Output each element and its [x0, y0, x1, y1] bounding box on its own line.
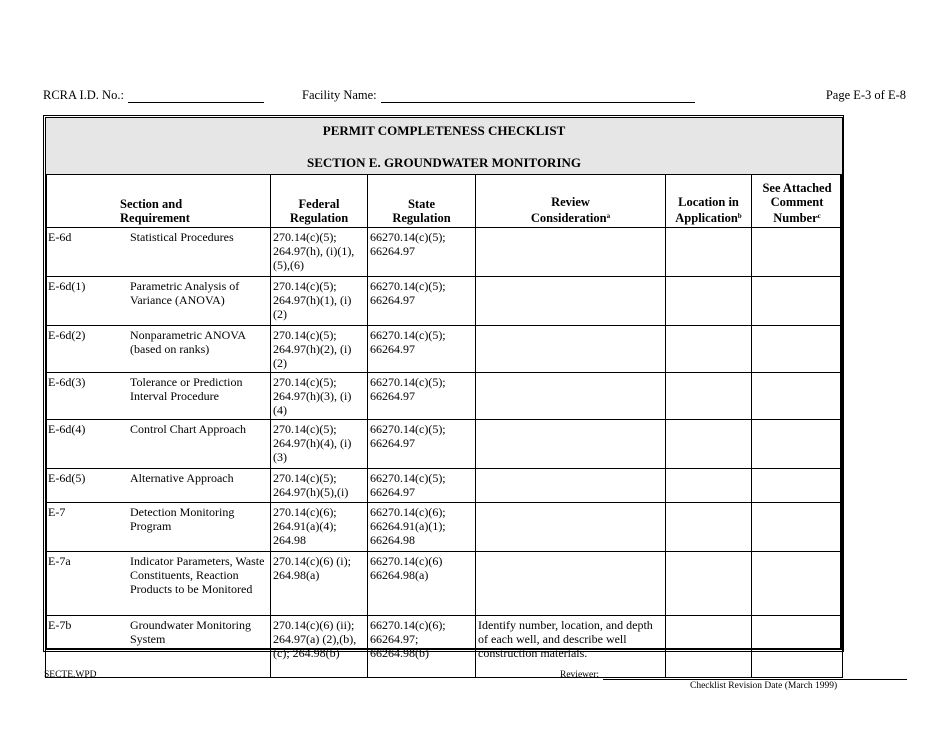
- state-regulation: 66270.14(c)(6) 66264.98(a): [368, 552, 476, 616]
- facility-name-label: Facility Name:: [302, 88, 377, 102]
- table-title-cell: [46, 118, 843, 175]
- section-title: SECTION E. GROUNDWATER MONITORING: [307, 155, 582, 170]
- col-comment-line2: Comment: [770, 195, 824, 209]
- section-code: E-7a: [48, 554, 71, 568]
- rcra-id-blank[interactable]: [128, 91, 264, 103]
- federal-regulation: 270.14(c)(6) (i); 264.98(a): [271, 552, 368, 616]
- requirement: Nonparametric ANOVA (based on ranks): [130, 328, 246, 356]
- table-row: [46, 552, 843, 616]
- col-comment-line3: Number: [773, 211, 818, 225]
- requirement: Tolerance or Prediction Interval Procedure: [130, 375, 243, 403]
- state-regulation: 66270.14(c)(5); 66264.97: [368, 228, 476, 277]
- requirement: Alternative Approach: [130, 471, 234, 485]
- requirement: Detection Monitoring Program: [130, 505, 235, 533]
- section-cell: [46, 616, 271, 678]
- col-state-line2: Regulation: [392, 211, 451, 225]
- section-cell: [46, 503, 271, 552]
- col-state-regulation: [368, 175, 476, 228]
- col-state-line1: State: [407, 197, 436, 211]
- table-row: [46, 469, 843, 503]
- federal-regulation: 270.14(c)(5); 264.97(h)(2), (i)(2): [271, 326, 368, 373]
- col-review-footnote: a: [606, 212, 611, 220]
- col-location-footnote: b: [737, 212, 742, 220]
- table-title-row: [46, 118, 843, 175]
- review-consideration: Identify number, location, and depth of each well, and describe well construction materials.: [476, 616, 666, 678]
- section-cell: [46, 228, 271, 277]
- federal-regulation: 270.14(c)(6) (ii); 264.97(a) (2),(b),(c); 264.98(b): [271, 616, 368, 678]
- federal-regulation: 270.14(c)(5); 264.97(h)(1), (i)(2): [271, 277, 368, 326]
- comment-number[interactable]: [752, 503, 843, 552]
- state-regulation: 66270.14(c)(5); 66264.97: [368, 373, 476, 420]
- state-regulation: 66270.14(c)(5); 66264.97: [368, 420, 476, 469]
- section-cell: [46, 469, 271, 503]
- table-row: [46, 420, 843, 469]
- comment-number[interactable]: [752, 277, 843, 326]
- col-location-in-application: [666, 175, 752, 228]
- review-consideration: [476, 503, 666, 552]
- checklist-title: PERMIT COMPLETENESS CHECKLIST: [322, 123, 566, 138]
- col-comment-line1: See Attached: [762, 181, 832, 195]
- review-consideration: [476, 277, 666, 326]
- table-row: [46, 228, 843, 277]
- col-section-requirement: [46, 175, 271, 228]
- requirement: Control Chart Approach: [130, 422, 246, 436]
- review-consideration: [476, 326, 666, 373]
- state-regulation: 66270.14(c)(5); 66264.97: [368, 326, 476, 373]
- checklist-table: [45, 117, 843, 678]
- requirement: Groundwater Monitoring System: [130, 618, 251, 646]
- reviewer-blank[interactable]: [603, 671, 907, 680]
- location-in-application[interactable]: [666, 228, 752, 277]
- reviewer-field: [560, 670, 907, 680]
- location-in-application[interactable]: [666, 326, 752, 373]
- col-location-line2: Application: [675, 211, 738, 225]
- state-regulation: 66270.14(c)(6); 66264.91(a)(1); 66264.98: [368, 503, 476, 552]
- col-comment-footnote: c: [817, 212, 821, 220]
- col-review-consideration: [476, 175, 666, 228]
- col-section-line1: Section and: [120, 197, 183, 211]
- location-in-application[interactable]: [666, 552, 752, 616]
- page-number: Page E-3 of E-8: [825, 88, 906, 102]
- federal-regulation: 270.14(c)(5); 264.97(h)(5),(i): [271, 469, 368, 503]
- federal-regulation: 270.14(c)(5); 264.97(h)(4), (i)(3): [271, 420, 368, 469]
- comment-number[interactable]: [752, 326, 843, 373]
- col-federal-line1: Federal: [298, 197, 340, 211]
- section-cell: [46, 552, 271, 616]
- reviewer-label: Reviewer:: [560, 670, 600, 680]
- location-in-application[interactable]: [666, 420, 752, 469]
- section-cell: [46, 277, 271, 326]
- comment-number[interactable]: [752, 373, 843, 420]
- review-consideration: [476, 420, 666, 469]
- section-cell: [46, 420, 271, 469]
- table-row: [46, 277, 843, 326]
- revision-date: Checklist Revision Date (March 1999): [690, 681, 838, 691]
- table-row: [46, 373, 843, 420]
- federal-regulation: 270.14(c)(6); 264.91(a)(4); 264.98: [271, 503, 368, 552]
- location-in-application[interactable]: [666, 503, 752, 552]
- review-consideration: [476, 228, 666, 277]
- file-name: SECTE.WPD: [44, 670, 97, 680]
- col-section-line2: Requirement: [120, 211, 190, 225]
- table-row: [46, 503, 843, 552]
- facility-name-field: [302, 88, 695, 103]
- col-federal-regulation: [271, 175, 368, 228]
- col-review-line1: Review: [551, 195, 590, 209]
- location-in-application[interactable]: [666, 373, 752, 420]
- col-review-line2: Consideration: [530, 211, 607, 225]
- state-regulation: 66270.14(c)(5); 66264.97: [368, 277, 476, 326]
- comment-number[interactable]: [752, 552, 843, 616]
- section-code: E-6d(2): [48, 328, 86, 342]
- requirement: Statistical Procedures: [130, 230, 234, 244]
- col-location-line1: Location in: [678, 195, 739, 209]
- section-code: E-6d(5): [48, 471, 86, 485]
- location-in-application[interactable]: [666, 469, 752, 503]
- section-code: E-6d(1): [48, 279, 86, 293]
- section-code: E-6d(3): [48, 375, 86, 389]
- comment-number[interactable]: [752, 469, 843, 503]
- section-cell: [46, 326, 271, 373]
- comment-number[interactable]: [752, 420, 843, 469]
- location-in-application[interactable]: [666, 616, 752, 678]
- requirement: Indicator Parameters, Waste Constituents, Reaction Products to be Monitored: [130, 554, 265, 596]
- col-federal-line2: Regulation: [289, 211, 349, 225]
- review-consideration: [476, 552, 666, 616]
- column-header-row: [46, 175, 843, 228]
- state-regulation: 66270.14(c)(5); 66264.97: [368, 469, 476, 503]
- col-comment-number: [752, 175, 843, 228]
- facility-name-blank[interactable]: [381, 91, 695, 103]
- table-row: [46, 326, 843, 373]
- location-in-application[interactable]: [666, 277, 752, 326]
- state-regulation: 66270.14(c)(6); 66264.97; 66264.98(b): [368, 616, 476, 678]
- federal-regulation: 270.14(c)(5); 264.97(h), (i)(1),(5),(6): [271, 228, 368, 277]
- section-code: E-7b: [48, 618, 72, 632]
- section-code: E-6d: [48, 230, 72, 244]
- comment-number[interactable]: [752, 616, 843, 678]
- section-code: E-6d(4): [48, 422, 86, 436]
- rcra-id-field: [43, 88, 264, 103]
- review-consideration: [476, 373, 666, 420]
- table-row: [46, 616, 843, 678]
- requirement: Parametric Analysis of Variance (ANOVA): [130, 279, 240, 307]
- review-consideration: [476, 469, 666, 503]
- federal-regulation: 270.14(c)(5); 264.97(h)(3), (i)(4): [271, 373, 368, 420]
- comment-number[interactable]: [752, 228, 843, 277]
- section-cell: [46, 373, 271, 420]
- section-code: E-7: [48, 505, 66, 519]
- rcra-id-label: RCRA I.D. No.:: [43, 88, 124, 102]
